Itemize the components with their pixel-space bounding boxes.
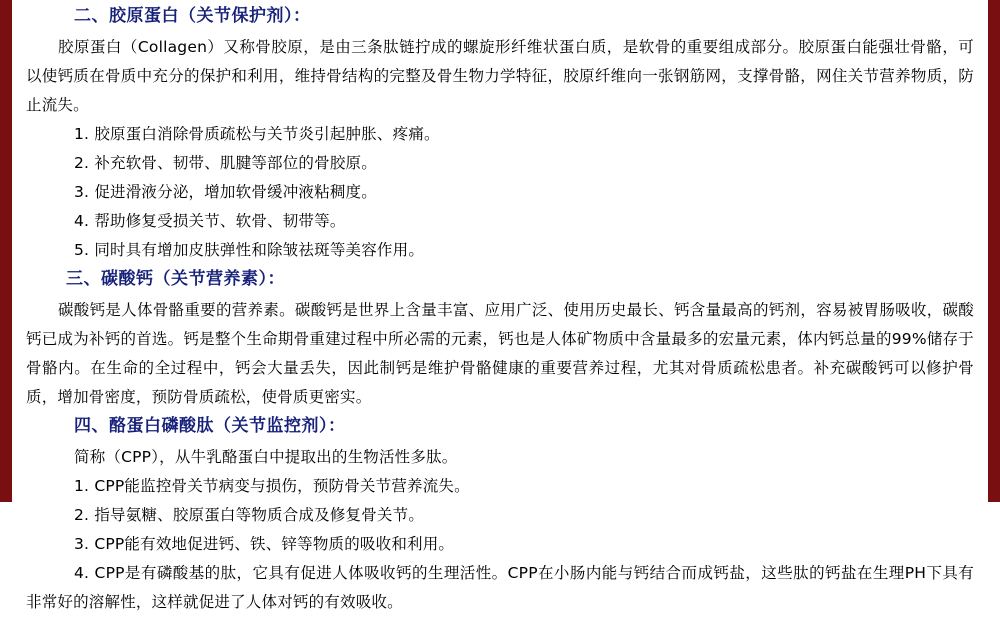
list-item: 4. 帮助修复受损关节、软骨、韧带等。 — [74, 212, 346, 230]
right-decorative-rule — [988, 0, 1000, 502]
list-item: 1. CPP能监控骨关节病变与损伤，预防骨关节营养流失。 — [74, 477, 470, 495]
list-item: 3. 促进滑液分泌，增加软骨缓冲液粘稠度。 — [74, 183, 377, 201]
list-item: 5. 同时具有增加皮肤弹性和除皱祛斑等美容作用。 — [74, 241, 425, 259]
section-collagen — [26, 2, 974, 265]
section-heading: 三、碳酸钙（关节营养素）： — [66, 269, 285, 289]
list-item: 3. CPP能有效地促进钙、铁、锌等物质的吸收和利用。 — [74, 535, 455, 553]
section-casein-phosphopeptide — [26, 412, 974, 617]
section-heading: 四、酪蛋白磷酸肽（关节监控剂）： — [74, 416, 346, 436]
document-content — [14, 0, 986, 617]
section-paragraph: 碳酸钙是人体骨骼重要的营养素。碳酸钙是世界上含量丰富、应用广泛、使用历史最长、钙含量最高的钙剂，容易被胃肠吸收，碳酸钙已成为补钙的首选。钙是整个生命期骨重建过程中所必需的元素，钙也是人体矿物质中含量最多的宏量元素，体内钙总量的99%储存于骨骼内。在生命的全过程中，钙会大量丢失，因此制钙是维护骨骼健康的重要营养过程，尤其对骨质疏松患者。补充碳酸钙可以修护骨质，增加骨密度，预防骨质疏松，使骨质更密实。 — [26, 301, 974, 406]
section-paragraph: 简称（CPP），从牛乳酪蛋白中提取出的生物活性多肽。 — [74, 448, 458, 466]
list-item: 2. 指导氨糖、胶原蛋白等物质合成及修复骨关节。 — [74, 506, 425, 524]
section-heading: 二、胶原蛋白（关节保护剂）： — [74, 6, 311, 26]
section-paragraph: 胶原蛋白（Collagen）又称骨胶原，是由三条肽链拧成的螺旋形纤维状蛋白质，是软骨的重要组成部分。胶原蛋白能强壮骨骼，可以使钙质在骨质中充分的保护和利用，维持骨结构的完整及骨生物力学特征，胶原纤维向一张钢筋网，支撑骨骼，网住关节营养物质，防止流失。 — [26, 38, 974, 114]
section-calcium-carbonate — [26, 265, 974, 412]
list-item: 2. 补充软骨、韧带、肌腱等部位的骨胶原。 — [74, 154, 377, 172]
list-item: 1. 胶原蛋白消除骨质疏松与关节炎引起肿胀、疼痛。 — [74, 125, 440, 143]
list-item: 4. CPP是有磷酸基的肽，它具有促进人体吸收钙的生理活性。CPP在小肠内能与钙结合而成钙盐，这些肽的钙盐在生理PH下具有非常好的溶解性，这样就促进了人体对钙的有效吸收。 — [26, 564, 974, 611]
left-decorative-rule — [0, 0, 12, 502]
